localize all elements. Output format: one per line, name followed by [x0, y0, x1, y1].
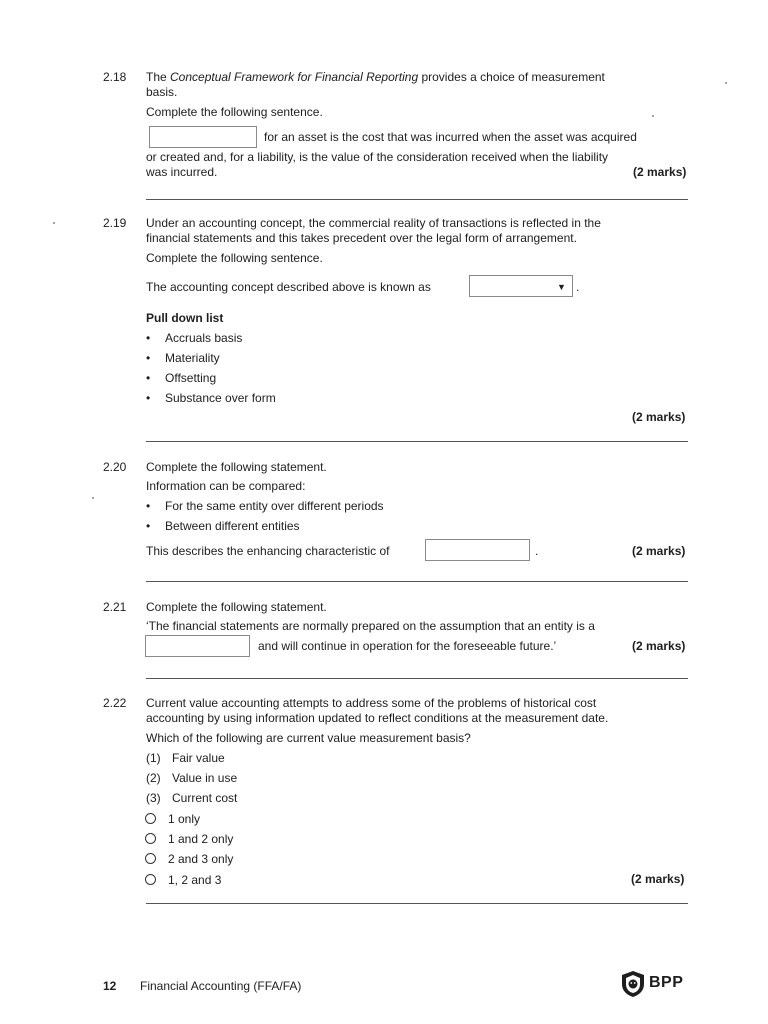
q218-intro-post: provides a choice of measurement	[418, 70, 605, 84]
scan-speck	[53, 222, 55, 224]
q218-answer-box[interactable]	[149, 126, 257, 148]
q221-divider	[146, 678, 688, 679]
q219-dropdown[interactable]	[469, 275, 573, 297]
bpp-logo	[620, 970, 690, 1000]
scan-speck	[725, 82, 727, 84]
q219-intro-line1: Under an accounting concept, the commercial reality of transactions is reflected in the	[146, 216, 601, 230]
bullet-icon: •	[146, 391, 151, 405]
q219-option: Substance over form	[165, 391, 276, 405]
q220-instruction: Complete the following statement.	[146, 460, 327, 474]
bullet-icon: •	[146, 519, 151, 533]
radio-circle-icon[interactable]	[145, 833, 156, 844]
q220-number: 2.20	[103, 460, 127, 474]
page-number: 12	[103, 979, 117, 993]
q220-line2: Information can be compared:	[146, 479, 306, 493]
q222-answer: 2 and 3 only	[168, 852, 234, 866]
q219-intro-line2: financial statements and this takes precedent over the legal form of arrangement.	[146, 231, 577, 245]
q218-sentence-line3: was incurred.	[146, 165, 218, 179]
scan-speck	[652, 115, 654, 117]
q219-instruction: Complete the following sentence.	[146, 251, 323, 265]
q222-item-text: Current cost	[172, 791, 238, 805]
q222-intro-line1: Current value accounting attempts to address some of the problems of historical cost	[146, 696, 597, 710]
bullet-icon: •	[146, 499, 151, 513]
bullet-icon: •	[146, 331, 151, 345]
q219-option: Accruals basis	[165, 331, 243, 345]
q218-number: 2.18	[103, 70, 127, 84]
lion-shield-logo	[620, 970, 646, 998]
q218-instruction: Complete the following sentence.	[146, 105, 323, 119]
q220-answer-box[interactable]	[425, 539, 530, 561]
q220-bullet: For the same entity over different periods	[165, 499, 384, 513]
q222-item-num: (1)	[146, 751, 161, 765]
q221-quote-line1: ‘The financial statements are normally prepared on the assumption that an entity is a	[146, 619, 595, 633]
q219-marks: (2 marks)	[632, 410, 686, 424]
q218-sentence-line2: or created and, for a liability, is the value of the consideration received when the liability	[146, 150, 609, 164]
q218-intro	[146, 70, 605, 85]
q220-bullet: Between different entities	[165, 519, 300, 533]
scan-speck	[92, 497, 94, 499]
q222-divider	[146, 903, 688, 904]
q219-option: Materiality	[165, 351, 220, 365]
radio-circle-icon[interactable]	[145, 874, 156, 885]
q222-question: Which of the following are current value measurement basis?	[146, 731, 471, 745]
q218-divider	[146, 199, 688, 200]
footer-title: Financial Accounting (FFA/FA)	[140, 979, 302, 993]
bullet-icon: •	[146, 351, 151, 365]
radio-circle-icon[interactable]	[145, 853, 156, 864]
q222-item-num: (2)	[146, 771, 161, 785]
radio-circle-icon[interactable]	[145, 813, 156, 824]
q221-number: 2.21	[103, 600, 127, 614]
q222-answer: 1 and 2 only	[168, 832, 234, 846]
q222-number: 2.22	[103, 696, 127, 710]
q220-divider	[146, 581, 688, 582]
q219-sentence: The accounting concept described above is known as	[146, 280, 431, 294]
bullet-icon: •	[146, 371, 151, 385]
q222-item-num: (3)	[146, 791, 161, 805]
q218-sentence-line1: for an asset is the cost that was incurred when the asset was acquired	[264, 130, 637, 144]
q220-marks: (2 marks)	[632, 544, 686, 558]
q219-divider	[146, 441, 688, 442]
q222-intro-line2: accounting by using information updated to reflect conditions at the measurement date.	[146, 711, 609, 725]
q218-marks: (2 marks)	[633, 165, 687, 179]
q222-marks: (2 marks)	[631, 872, 685, 886]
q221-answer-box[interactable]	[145, 635, 250, 657]
q219-number: 2.19	[103, 216, 127, 230]
q222-answer: 1, 2 and 3	[168, 873, 222, 887]
q219-sentence-end: .	[576, 280, 580, 294]
q219-list-heading: Pull down list	[146, 311, 224, 325]
q218-intro-line2: basis.	[146, 85, 178, 99]
q220-sentence: This describes the enhancing characteristic of	[146, 544, 390, 558]
q221-instruction: Complete the following statement.	[146, 600, 327, 614]
q219-option: Offsetting	[165, 371, 217, 385]
triangle-down-icon: ▼	[557, 282, 566, 292]
q218-intro-italic: Conceptual Framework for Financial Reporting	[170, 70, 419, 84]
q222-item-text: Value in use	[172, 771, 238, 785]
q222-item-text: Fair value	[172, 751, 225, 765]
q221-marks: (2 marks)	[632, 639, 686, 653]
q222-answer: 1 only	[168, 812, 201, 826]
q218-intro-pre: The	[146, 70, 171, 84]
q221-quote-line2: and will continue in operation for the foreseeable future.’	[258, 639, 557, 653]
q220-sentence-end: .	[535, 544, 539, 558]
brand-name: BPP	[649, 974, 684, 991]
